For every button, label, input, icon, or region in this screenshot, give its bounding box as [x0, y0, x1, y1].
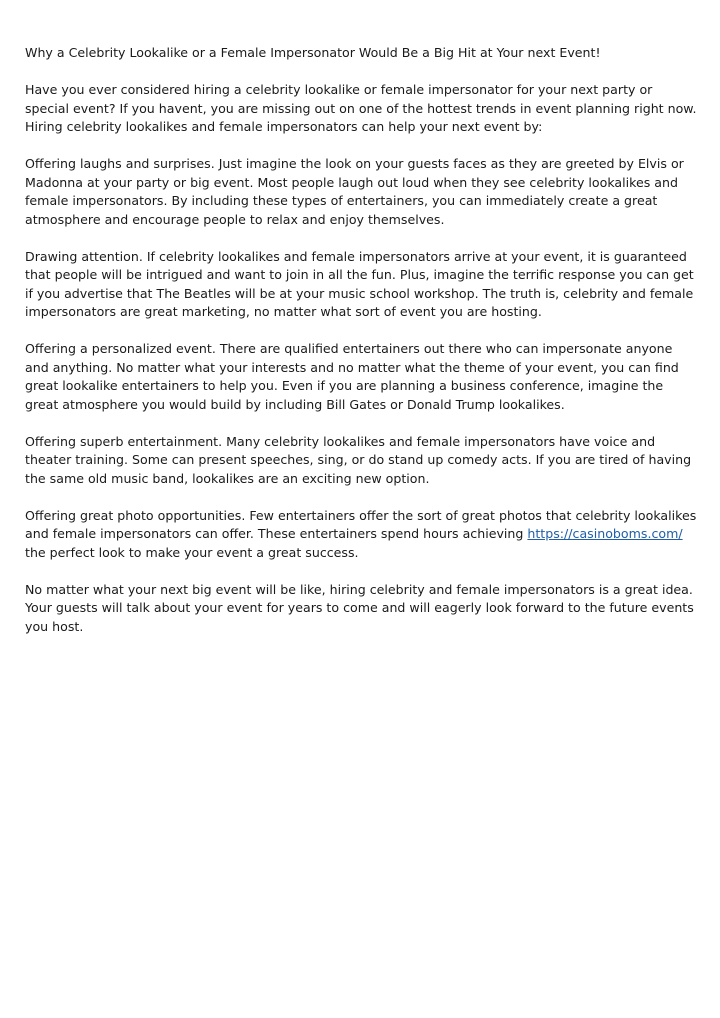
document-title: Why a Celebrity Lookalike or a Female Impersonator Would Be a Big Hit at Your next Event! — [25, 45, 601, 60]
intro-paragraph: Have you ever considered hiring a celebrity lookalike or female impersonator for your next party or special event? If you havent, you are missing out on one of the hottest trends in event planning right now. Hiring celebrity lookalikes and female impersonators can help your next event by: — [25, 82, 697, 134]
personalized-paragraph: Offering a personalized event. There are qualified entertainers out there who can impersonate anyone and anything. No matter what your interests and no matter what the theme of your event, you can find great lookalike entertainers to help you. Even if you are planning a business conference, imagine the great atmosphere you would build by including Bill Gates or Donald Trump lookalikes. — [25, 341, 679, 412]
conclusion-paragraph: No matter what your next big event will be like, hiring celebrity and female impersonators is a great idea. Your guests will talk about your event for years to come and will eagerly look forward to the future events you host. — [25, 581, 694, 634]
document-body — [25, 44, 697, 655]
casino-link[interactable]: https://casinoboms.com/ — [527, 526, 683, 541]
photo-paragraph — [25, 507, 697, 563]
attention-paragraph: Drawing attention. If celebrity lookalikes and female impersonators arrive at your event, it is guaranteed that people will be intrigued and want to join in all the fun. Plus, imagine the terrific response you can get if you advertise that The Beatles will be at your music school workshop. The truth is, celebrity and female impersonators are great marketing, no matter what sort of event you are hosting. — [25, 248, 694, 319]
photo-text-after: the perfect look to make your event a great success. — [25, 544, 359, 560]
laughs-paragraph: Offering laughs and surprises. Just imagine the look on your guests faces as they are greeted by Elvis or Madonna at your party or big event. Most people laugh out loud when they see celebrity lookalikes and female impersonators. By including these types of entertainers, you can immediately create a great atmosphere and encourage people to relax and enjoy themselves. — [25, 156, 684, 227]
entertainment-paragraph: Offering superb entertainment. Many celebrity lookalikes and female impersonators have voice and theater training. Some can present speeches, sing, or do stand up comedy acts. If you are tired of having the same old music band, lookalikes are an exciting new option. — [25, 433, 692, 486]
photo-text-before: Offering great photo opportunities. Few entertainers offer the sort of great photos that celebrity lookalikes and female impersonators can offer. These entertainers spend hours achieving — [25, 507, 697, 541]
